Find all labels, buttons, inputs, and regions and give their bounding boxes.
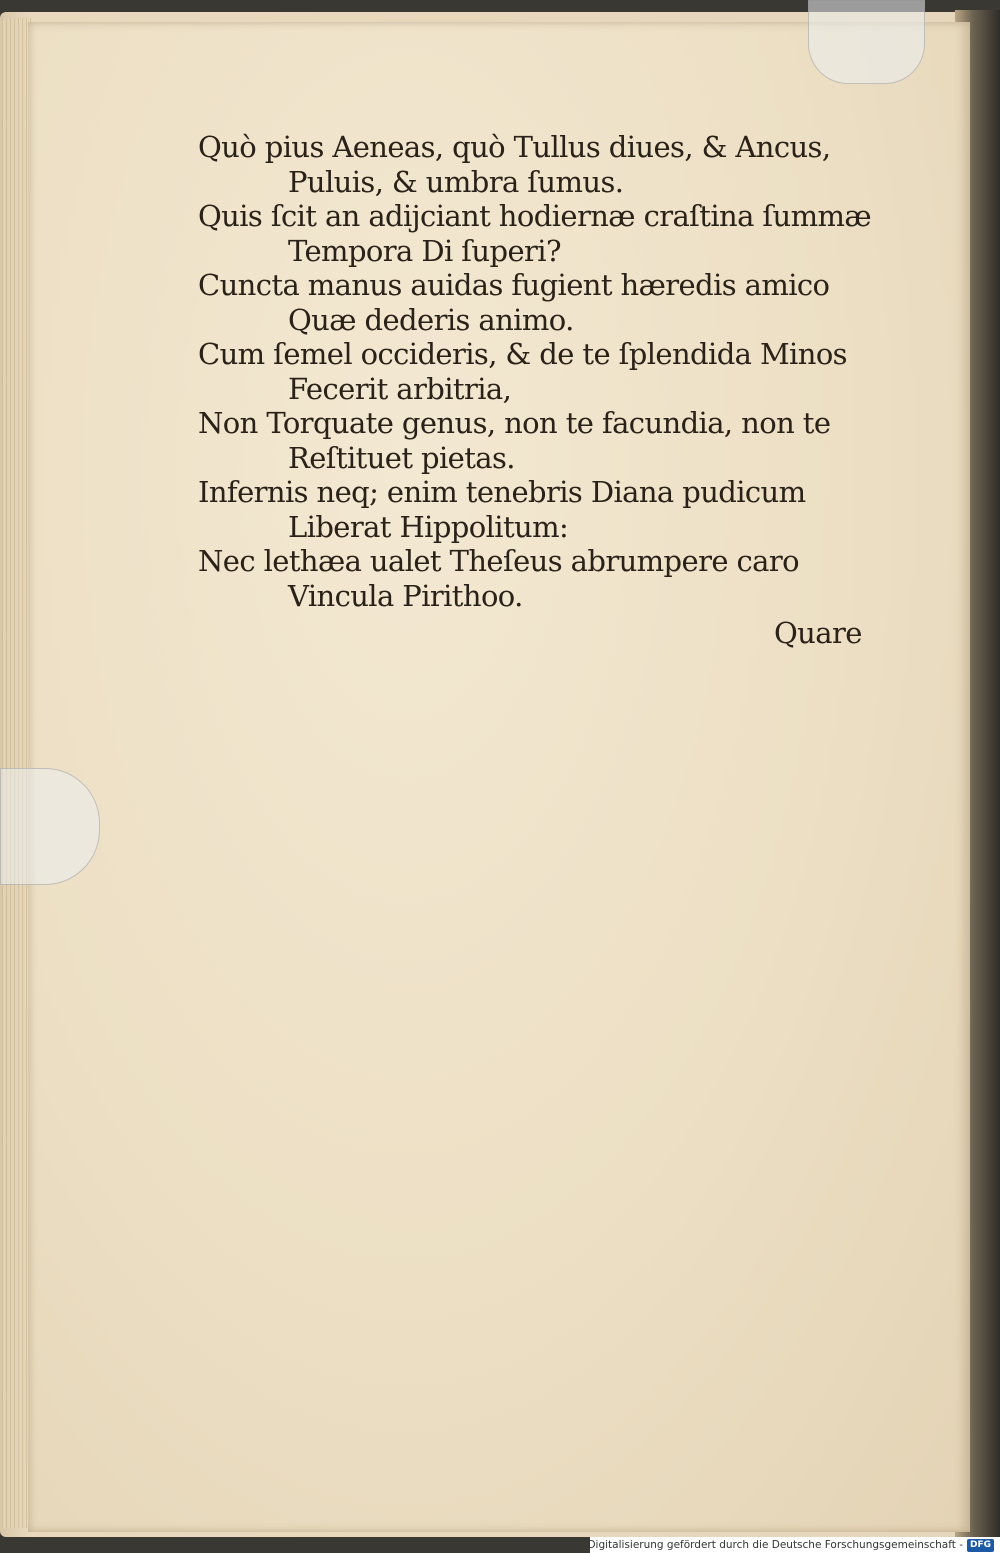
verse-line: Quis ſcit an adijciant hodiernæ craſtina ſummæ [198,199,872,233]
verse-line: Tempora Di ſuperi? [288,233,561,268]
verse-line: Quò pius Aeneas, quò Tullus diues, & Ancus, [198,130,831,164]
verse-line: Reſtituet pietas. [288,440,515,475]
verse-line: Infernis neq; enim tenebris Diana pudicum [198,475,806,509]
dfg-logo-icon: DFG [967,1539,994,1552]
verse-line: Cum ſemel occideris, & de te ſplendida Minos [198,337,847,371]
verse-line: Vincula Pirithoo. [288,578,523,613]
footer-credit: Digitalisierung gefördert durch die Deutsche Forschungsgemeinschaft - [587,1539,963,1551]
verse-line: Nec lethæa ualet Theſeus abrumpere caro [198,544,799,578]
page-clip-left [0,768,100,885]
digitization-footer [587,1537,1000,1553]
page-clip-top [808,0,925,84]
verse-text [198,130,918,613]
verse-line: Puluis, & umbra ſumus. [288,164,624,199]
verse-line: Non Torquate genus, non te facundia, non te [198,406,831,440]
verse-line: Liberat Hippolitum: [288,509,569,544]
verse-line: Cuncta manus auidas fugient hæredis amico [198,268,830,302]
verse-line: Quæ dederis animo. [288,302,574,337]
catchword: Quare [774,616,862,650]
verse-line: Fecerit arbitria, [288,371,512,406]
